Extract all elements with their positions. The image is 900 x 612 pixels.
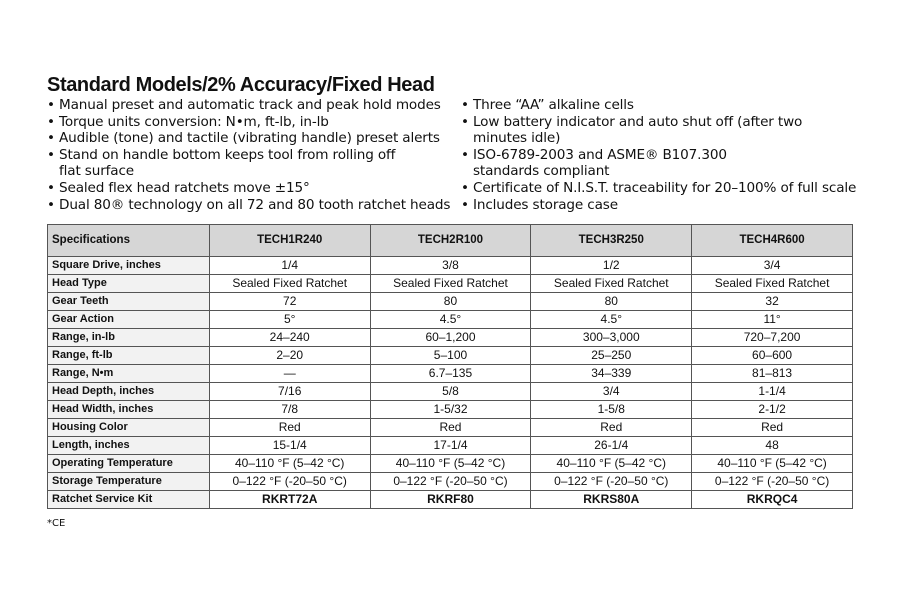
- table-cell: 40–110 °F (5–42 °C): [370, 455, 531, 473]
- feature-text: Sealed flex head ratchets move ±15°: [59, 179, 310, 196]
- row-label: Gear Teeth: [48, 293, 210, 311]
- column-header: Specifications: [48, 225, 210, 257]
- table-cell: 25–250: [531, 347, 692, 365]
- feature-item: [47, 197, 457, 214]
- table-cell: Sealed Fixed Ratchet: [692, 275, 853, 293]
- specifications-table: [47, 224, 853, 509]
- feature-item: [47, 130, 457, 147]
- table-cell: 7/8: [209, 401, 370, 419]
- bullet-icon: •: [47, 196, 55, 213]
- column-header: TECH1R240: [209, 225, 370, 257]
- table-cell: 32: [692, 293, 853, 311]
- table-row: [48, 491, 853, 509]
- row-label: Head Depth, inches: [48, 383, 210, 401]
- table-cell: 15-1/4: [209, 437, 370, 455]
- feature-item: [461, 147, 871, 180]
- table-header-row: [48, 225, 853, 257]
- bullet-icon: •: [461, 196, 469, 213]
- table-cell: 5/8: [370, 383, 531, 401]
- row-label: Storage Temperature: [48, 473, 210, 491]
- table-cell: 80: [531, 293, 692, 311]
- table-cell: Sealed Fixed Ratchet: [370, 275, 531, 293]
- feature-list-left: [47, 97, 457, 213]
- table-row: [48, 347, 853, 365]
- table-cell: 2-1/2: [692, 401, 853, 419]
- table-cell: 26-1/4: [531, 437, 692, 455]
- table-cell: 6.7–135: [370, 365, 531, 383]
- feature-text: Certificate of N.I.S.T. traceability for 20–100% of full scale: [473, 179, 857, 196]
- feature-text: Three “AA” alkaline cells: [473, 97, 634, 113]
- feature-list-right: [461, 97, 871, 213]
- feature-text: Torque units conversion: N•m, ft-lb, in-lb: [59, 113, 329, 130]
- table-cell: Red: [370, 419, 531, 437]
- table-cell: 7/16: [209, 383, 370, 401]
- feature-item: [461, 180, 871, 197]
- table-cell: 40–110 °F (5–42 °C): [531, 455, 692, 473]
- table-cell: 3/8: [370, 257, 531, 275]
- table-cell: Red: [209, 419, 370, 437]
- table-cell: 60–1,200: [370, 329, 531, 347]
- table-cell: 5°: [209, 311, 370, 329]
- table-cell: 34–339: [531, 365, 692, 383]
- feature-text: Dual 80® technology on all 72 and 80 tooth ratchet heads: [59, 196, 451, 213]
- feature-item: [47, 147, 457, 180]
- table-row: [48, 257, 853, 275]
- table-cell: 4.5°: [531, 311, 692, 329]
- table-cell: 1-5/8: [531, 401, 692, 419]
- table-cell: Sealed Fixed Ratchet: [531, 275, 692, 293]
- row-label: Ratchet Service Kit: [48, 491, 210, 509]
- table-cell: 1/2: [531, 257, 692, 275]
- feature-text: Includes storage case: [473, 196, 618, 213]
- feature-item: [47, 180, 457, 197]
- footnote: *CE: [47, 518, 66, 529]
- row-label: Head Type: [48, 275, 210, 293]
- row-label: Head Width, inches: [48, 401, 210, 419]
- feature-text: Stand on handle bottom keeps tool from rolling off: [59, 146, 396, 163]
- table-cell: Red: [692, 419, 853, 437]
- column-header: TECH3R250: [531, 225, 692, 257]
- feature-text: ISO-6789-2003 and ASME® B107.300: [473, 146, 727, 163]
- table-cell: 1/4: [209, 257, 370, 275]
- bullet-icon: •: [47, 97, 55, 113]
- table-cell: 60–600: [692, 347, 853, 365]
- table-cell: 80: [370, 293, 531, 311]
- feature-item: [47, 97, 457, 114]
- table-cell: 0–122 °F (-20–50 °C): [692, 473, 853, 491]
- table-row: [48, 293, 853, 311]
- bullet-icon: •: [461, 146, 469, 163]
- bullet-icon: •: [461, 97, 469, 113]
- table-cell: 5–100: [370, 347, 531, 365]
- feature-item: [47, 114, 457, 131]
- table-body: [48, 257, 853, 509]
- table-cell: 0–122 °F (-20–50 °C): [531, 473, 692, 491]
- table-row: [48, 437, 853, 455]
- table-cell: RKRF80: [370, 491, 531, 509]
- table-row: [48, 275, 853, 293]
- feature-item: [461, 114, 871, 147]
- bullet-icon: •: [461, 113, 469, 130]
- table-cell: RKRQC4: [692, 491, 853, 509]
- table-cell: 1-5/32: [370, 401, 531, 419]
- table-row: [48, 473, 853, 491]
- table-cell: RKRS80A: [531, 491, 692, 509]
- row-label: Range, N•m: [48, 365, 210, 383]
- table-cell: 720–7,200: [692, 329, 853, 347]
- table-cell: 300–3,000: [531, 329, 692, 347]
- table-cell: 40–110 °F (5–42 °C): [692, 455, 853, 473]
- table-row: [48, 365, 853, 383]
- table-cell: 17-1/4: [370, 437, 531, 455]
- feature-text-continued: standards compliant: [473, 163, 610, 180]
- table-row: [48, 383, 853, 401]
- table-cell: 3/4: [692, 257, 853, 275]
- table-cell: 0–122 °F (-20–50 °C): [209, 473, 370, 491]
- page-title: Standard Models/2% Accuracy/Fixed Head: [47, 74, 435, 96]
- table-cell: 48: [692, 437, 853, 455]
- row-label: Housing Color: [48, 419, 210, 437]
- column-header: TECH2R100: [370, 225, 531, 257]
- row-label: Gear Action: [48, 311, 210, 329]
- bullet-icon: •: [47, 113, 55, 130]
- table-row: [48, 311, 853, 329]
- feature-text-continued: minutes idle): [473, 130, 561, 147]
- table-row: [48, 329, 853, 347]
- feature-text: Audible (tone) and tactile (vibrating handle) preset alerts: [59, 130, 440, 147]
- row-label: Range, in-lb: [48, 329, 210, 347]
- table-cell: 0–122 °F (-20–50 °C): [370, 473, 531, 491]
- table-cell: 81–813: [692, 365, 853, 383]
- bullet-icon: •: [47, 179, 55, 196]
- row-label: Square Drive, inches: [48, 257, 210, 275]
- bullet-icon: •: [461, 179, 469, 196]
- feature-text-continued: flat surface: [59, 163, 134, 180]
- column-header: TECH4R600: [692, 225, 853, 257]
- table-row: [48, 455, 853, 473]
- table-cell: 40–110 °F (5–42 °C): [209, 455, 370, 473]
- bullet-icon: •: [47, 146, 55, 163]
- table-cell: —: [209, 365, 370, 383]
- table-cell: Sealed Fixed Ratchet: [209, 275, 370, 293]
- table-cell: 1-1/4: [692, 383, 853, 401]
- table-cell: 24–240: [209, 329, 370, 347]
- table-cell: 2–20: [209, 347, 370, 365]
- row-label: Length, inches: [48, 437, 210, 455]
- bullet-icon: •: [47, 130, 55, 147]
- table-cell: 3/4: [531, 383, 692, 401]
- table-cell: RKRT72A: [209, 491, 370, 509]
- table-cell: Red: [531, 419, 692, 437]
- table-row: [48, 419, 853, 437]
- feature-item: [461, 97, 871, 114]
- row-label: Operating Temperature: [48, 455, 210, 473]
- table-cell: 11°: [692, 311, 853, 329]
- feature-item: [461, 197, 871, 214]
- feature-text: Manual preset and automatic track and peak hold modes: [59, 97, 441, 113]
- table-cell: 4.5°: [370, 311, 531, 329]
- row-label: Range, ft-lb: [48, 347, 210, 365]
- table-row: [48, 401, 853, 419]
- feature-text: Low battery indicator and auto shut off (after two: [473, 113, 803, 130]
- table-cell: 72: [209, 293, 370, 311]
